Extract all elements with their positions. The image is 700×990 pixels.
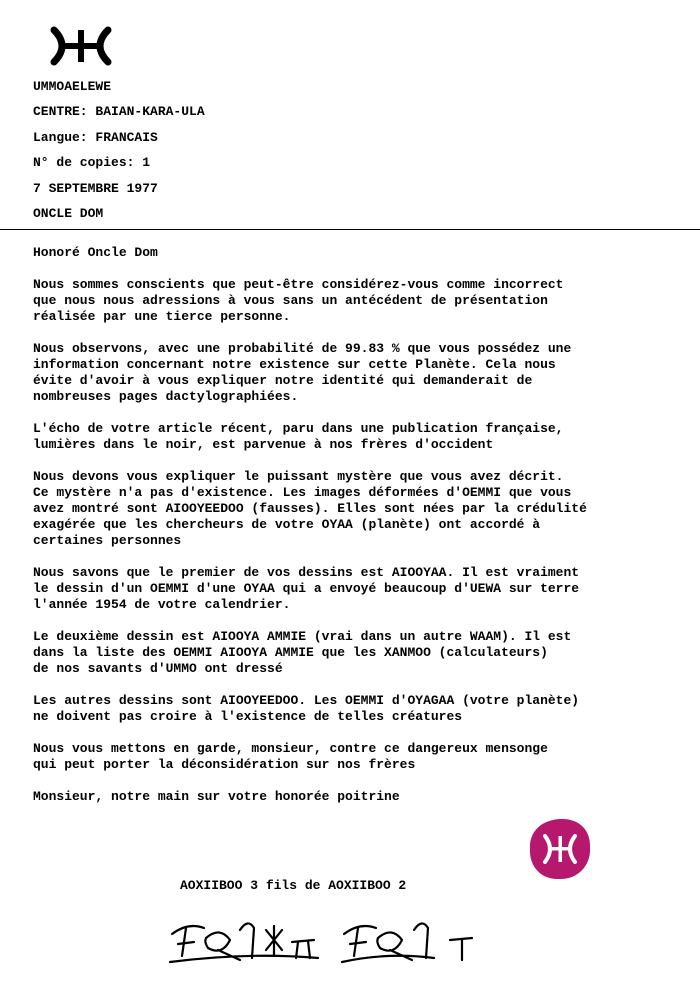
paragraph: Nous devons vous expliquer le puissant mystère que vous avez décrit. Ce mystère n'a pas d'existence. Les images déformées d'OEMMI que vous avez montré sont AIOOYEEDOO (fausses). Elles sont nées par la crédulité exagérée que les chercheurs de votre OYAA (planète) ont accordé à certaines personnes (33, 469, 587, 548)
paragraph: Nous observons, avec une probabilité de 99.83 % que vous possédez une information concernant notre existence sur cette Planète. Cela nous évite d'avoir à vous expliquer notre identité qui demanderait de nombreuses pages dactylographiées. (33, 341, 572, 404)
paragraph: Les autres dessins sont AIOOYEEDOO. Les OEMMI d'OYAGAA (votre planète) ne doivent pas croire à l'existence de telles créatures (33, 693, 580, 724)
closing: Monsieur, notre main sur votre honorée poitrine (33, 789, 400, 804)
letter-body (33, 245, 683, 821)
header-origin: UMMOAELEWE (33, 79, 112, 94)
paragraph: Nous savons que le premier de vos dessins est AIOOYAA. Il est vraiment le dessin d'un OEMMI d'une OYAA qui a envoyé beaucoup d'UEWA sur terre l'année 1954 de votre calendrier. (33, 565, 580, 612)
ummo-seal-icon (527, 816, 593, 882)
salutation: Honoré Oncle Dom (33, 245, 158, 260)
ummo-symbol-icon (48, 26, 114, 66)
header-language: Langue: FRANCAIS (33, 129, 158, 145)
paragraph: Le deuxième dessin est AIOOYA AMMIE (vrai dans un autre WAAM). Il est dans la liste des OEMMI AIOOYA AMMIE que les XANMOO (calculateurs) de nos savants d'UMMO ont dressé (33, 629, 572, 676)
paragraph: Nous sommes conscients que peut-être considérez-vous comme incorrect que nous nous adressions à vous sans un antécédent de présentation réalisée par une tierce personne. (33, 277, 564, 324)
document-header (33, 79, 205, 231)
header-divider (0, 229, 700, 230)
handwritten-signature-icon (168, 912, 498, 972)
paragraph: L'écho de votre article récent, paru dans une publication française, lumières dans le noir, est parvenue à nos frères d'occident (33, 421, 564, 452)
header-date: 7 SEPTEMBRE 1977 (33, 180, 158, 196)
header-centre: CENTRE: BAIAN-KARA-ULA (33, 104, 205, 120)
header-copies: N° de copies: 1 (33, 155, 151, 171)
paragraph: Nous vous mettons en garde, monsieur, contre ce dangereux mensonge qui peut porter la déconsidération sur nos frères (33, 741, 548, 772)
header-recipient: ONCLE DOM (33, 205, 104, 221)
sender-name: AOXIIBOO 3 fils de AOXIIBOO 2 (180, 878, 407, 893)
